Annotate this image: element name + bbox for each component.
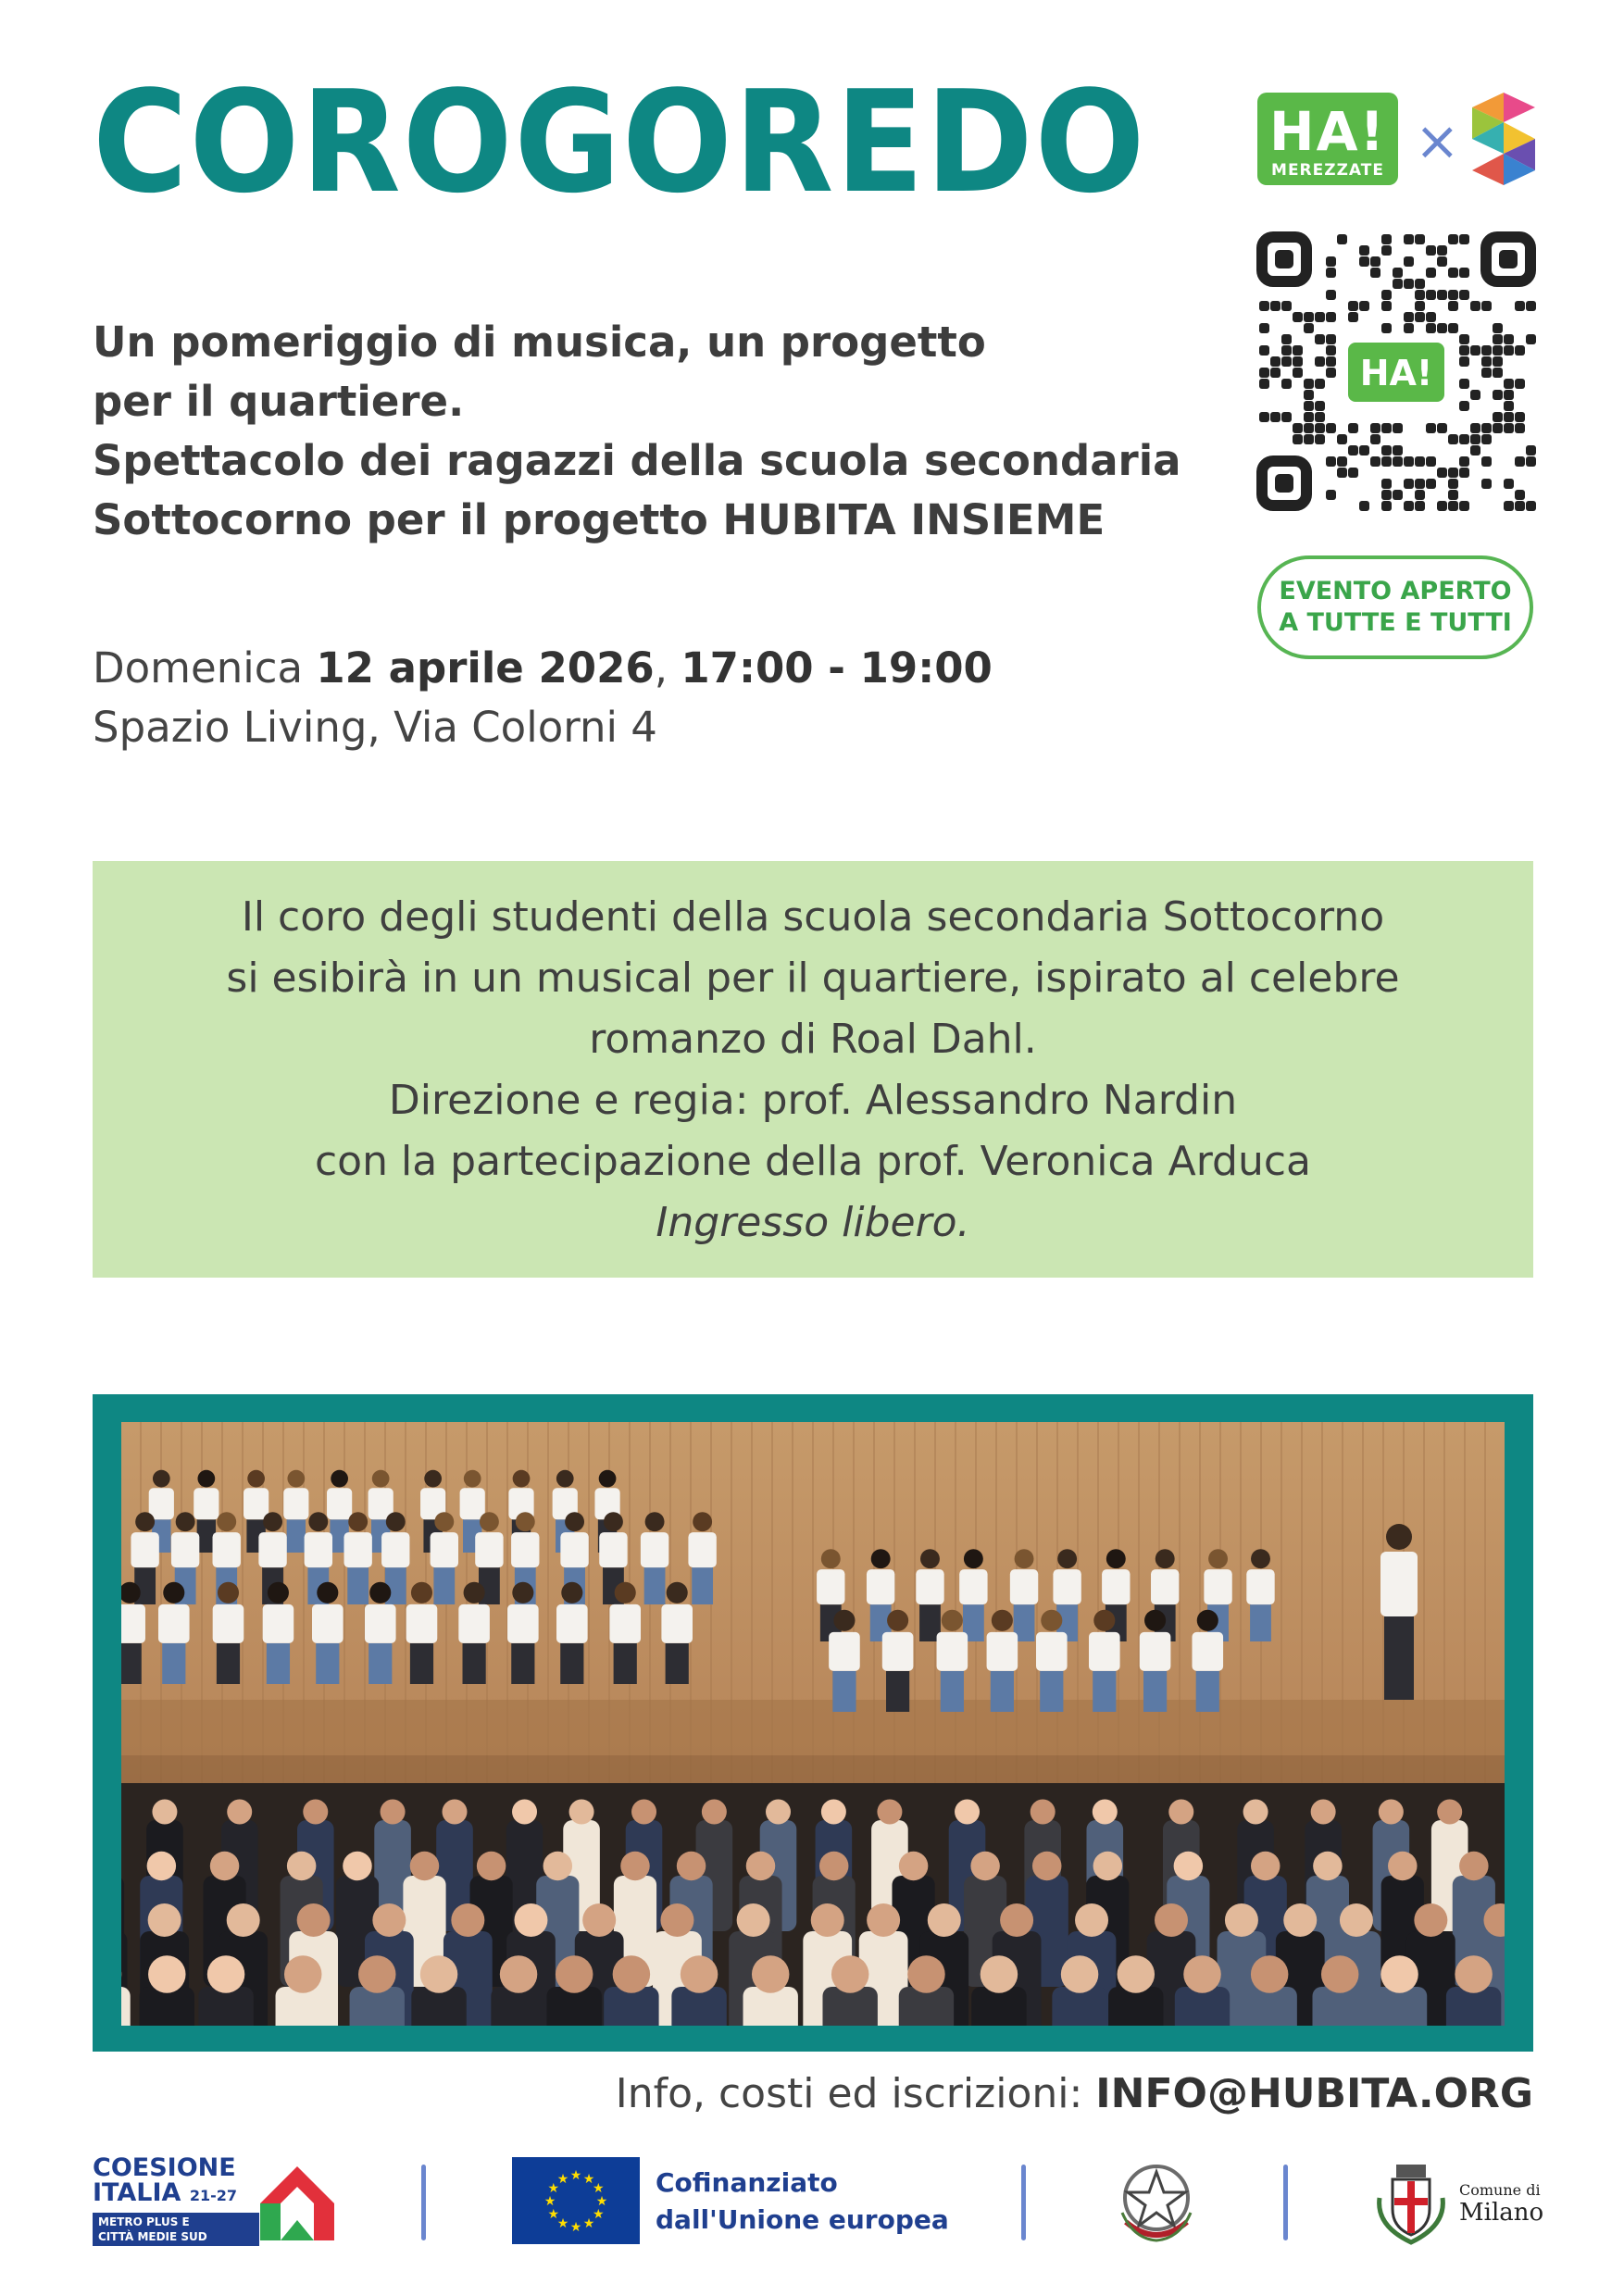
coesione-subtitle <box>93 2213 259 2246</box>
qr-module <box>1415 290 1425 300</box>
eu-cofinancing-text <box>656 2165 949 2239</box>
qr-module <box>1326 490 1336 500</box>
eu-star-icon: ★ <box>595 2194 608 2209</box>
event-time: 17:00 - 19:00 <box>681 643 993 693</box>
ha-merezzate-logo <box>1257 93 1398 185</box>
eu-star-icon: ★ <box>582 2171 595 2187</box>
eu-star-icon: ★ <box>547 2181 560 2196</box>
event-datetime <box>93 639 993 757</box>
qr-module <box>1437 290 1447 300</box>
qr-module <box>1481 434 1492 444</box>
collaboration-x-icon: × <box>1415 109 1460 172</box>
qr-module <box>1426 479 1436 489</box>
qr-module <box>1459 268 1469 278</box>
qr-module <box>1348 312 1358 322</box>
qr-module <box>1281 379 1292 389</box>
qr-module <box>1270 301 1280 311</box>
qr-module <box>1337 234 1347 244</box>
qr-module <box>1526 501 1536 511</box>
qr-module <box>1304 379 1314 389</box>
qr-module <box>1470 434 1480 444</box>
qr-module <box>1426 290 1436 300</box>
qr-module <box>1326 312 1336 322</box>
qr-module <box>1526 334 1536 344</box>
qr-module <box>1293 356 1303 367</box>
qr-module <box>1304 412 1314 422</box>
qr-module <box>1504 501 1514 511</box>
qr-module <box>1326 334 1336 344</box>
coesione-text <box>93 2155 237 2208</box>
contact-email[interactable]: INFO@HUBITA.ORG <box>1095 2070 1533 2117</box>
qr-module <box>1315 423 1325 433</box>
description-line: si esibirà in un musical per il quartiere, ispirato al celebre <box>226 955 1400 1002</box>
eu-star-icon: ★ <box>556 2171 569 2187</box>
subtitle-line: per il quartiere. <box>93 377 465 426</box>
qr-module <box>1281 334 1292 344</box>
description-line: con la partecipazione della prof. Veronica Arduca <box>314 1138 1312 1185</box>
qr-module <box>1259 345 1269 356</box>
badge-line: A TUTTE E TUTTI <box>1279 608 1512 637</box>
qr-module <box>1470 445 1480 455</box>
qr-module <box>1459 401 1469 411</box>
qr-module <box>1493 345 1503 356</box>
description-line: romanzo di Roal Dahl. <box>589 1016 1037 1063</box>
eu-star-icon: ★ <box>592 2181 605 2196</box>
qr-module <box>1504 379 1514 389</box>
description-line: Il coro degli studenti della scuola secondaria Sottocorno <box>241 893 1385 941</box>
qr-module <box>1370 268 1380 278</box>
qr-module <box>1526 301 1536 311</box>
qr-module <box>1304 390 1314 400</box>
qr-module <box>1437 423 1447 433</box>
qr-module <box>1493 323 1503 333</box>
qr-code[interactable] <box>1255 230 1538 513</box>
qr-module <box>1404 323 1414 333</box>
qr-module <box>1359 501 1369 511</box>
qr-module <box>1437 501 1447 511</box>
qr-module <box>1426 456 1436 467</box>
qr-module <box>1493 368 1503 378</box>
italian-republic-emblem-icon <box>1115 2157 1198 2248</box>
qr-module <box>1426 268 1436 278</box>
qr-module <box>1504 334 1514 344</box>
qr-module <box>1459 334 1469 344</box>
qr-module <box>1259 301 1269 311</box>
qr-module <box>1370 423 1380 433</box>
qr-module <box>1326 345 1336 356</box>
qr-module <box>1393 456 1403 467</box>
milano-line: Milano <box>1459 2199 1544 2227</box>
qr-module <box>1448 323 1458 333</box>
qr-module <box>1281 412 1292 422</box>
qr-module <box>1448 434 1458 444</box>
qr-module <box>1404 456 1414 467</box>
subtitle-line: Un pomeriggio di musica, un progetto <box>93 318 986 367</box>
qr-module <box>1304 323 1314 333</box>
qr-module <box>1481 423 1492 433</box>
event-title: COROGOREDO <box>93 60 1147 224</box>
qr-module <box>1337 434 1347 444</box>
qr-module <box>1359 256 1369 267</box>
qr-module <box>1415 501 1425 511</box>
eu-star-icon: ★ <box>592 2207 605 2222</box>
description-text <box>93 887 1533 1254</box>
qr-module <box>1404 279 1414 289</box>
qr-module <box>1415 456 1425 467</box>
qr-module <box>1493 390 1503 400</box>
coesione-sub-line: CITTÀ MEDIE SUD <box>98 2230 207 2243</box>
qr-module <box>1293 423 1303 433</box>
qr-module <box>1448 234 1458 244</box>
qr-module <box>1381 323 1392 333</box>
qr-module <box>1459 434 1469 444</box>
qr-module <box>1504 423 1514 433</box>
qr-module <box>1270 356 1280 367</box>
qr-module <box>1259 379 1269 389</box>
qr-module <box>1448 501 1458 511</box>
qr-module <box>1293 312 1303 322</box>
qr-module <box>1515 423 1525 433</box>
milano-crest-icon <box>1370 2161 1452 2246</box>
qr-module <box>1526 445 1536 455</box>
qr-module <box>1326 423 1336 433</box>
eu-star-icon: ★ <box>547 2207 560 2222</box>
qr-module <box>1459 379 1469 389</box>
qr-module <box>1404 312 1414 322</box>
qr-module <box>1326 368 1336 378</box>
qr-module <box>1304 312 1314 322</box>
qr-module <box>1404 501 1414 511</box>
eu-star-icon: ★ <box>569 2220 582 2235</box>
qr-module <box>1504 479 1514 489</box>
date-separator: , <box>654 643 668 693</box>
qr-module <box>1381 456 1392 467</box>
qr-module <box>1293 434 1303 444</box>
qr-module <box>1348 301 1358 311</box>
qr-module <box>1315 379 1325 389</box>
qr-module <box>1315 312 1325 322</box>
qr-module <box>1370 456 1380 467</box>
qr-module <box>1381 290 1392 300</box>
qr-module <box>1381 445 1392 455</box>
event-date: 12 aprile 2026 <box>316 643 655 693</box>
comune-di-milano-logo <box>1370 2155 1544 2248</box>
qr-module <box>1504 390 1514 400</box>
qr-module <box>1481 368 1492 378</box>
ha-logo-subtext: MEREZZATE <box>1271 161 1384 180</box>
qr-module <box>1393 490 1403 500</box>
open-event-badge <box>1257 555 1533 659</box>
qr-module <box>1381 501 1392 511</box>
eu-star-icon: ★ <box>556 2216 569 2232</box>
qr-module <box>1381 490 1392 500</box>
qr-module <box>1415 279 1425 289</box>
qr-module <box>1493 356 1503 367</box>
qr-module <box>1481 479 1492 489</box>
qr-module <box>1448 268 1458 278</box>
qr-module <box>1348 445 1358 455</box>
qr-module <box>1415 301 1425 311</box>
qr-module <box>1259 323 1269 333</box>
qr-module <box>1270 412 1280 422</box>
qr-module <box>1381 234 1392 244</box>
eu-star-icon: ★ <box>569 2168 582 2183</box>
footer-separator <box>421 2165 426 2240</box>
qr-module <box>1470 345 1480 356</box>
qr-module <box>1459 468 1469 478</box>
qr-module <box>1304 401 1314 411</box>
event-date-line <box>93 639 993 698</box>
qr-module <box>1515 412 1525 422</box>
qr-module <box>1359 245 1369 256</box>
qr-module <box>1326 256 1336 267</box>
qr-module <box>1393 268 1403 278</box>
qr-module <box>1315 334 1325 344</box>
qr-module <box>1515 456 1525 467</box>
qr-module <box>1326 290 1336 300</box>
qr-module <box>1393 423 1403 433</box>
eu-text-line: Cofinanziato <box>656 2167 838 2198</box>
qr-module <box>1459 234 1469 244</box>
qr-module <box>1493 334 1503 344</box>
qr-module <box>1337 456 1347 467</box>
milano-text <box>1459 2181 1543 2227</box>
coesione-italia: ITALIA <box>93 2178 181 2207</box>
qr-module <box>1293 368 1303 378</box>
qr-module <box>1381 245 1392 256</box>
subtitle-line: Spettacolo dei ragazzi della scuola secondaria <box>93 436 1181 485</box>
qr-module <box>1381 479 1392 489</box>
qr-module <box>1448 479 1458 489</box>
coesione-line <box>93 2180 237 2208</box>
qr-module <box>1470 423 1480 433</box>
qr-module <box>1326 268 1336 278</box>
s-partner-logo <box>1472 93 1535 185</box>
qr-module <box>1315 434 1325 444</box>
qr-module <box>1470 390 1480 400</box>
qr-center-logo: HA! <box>1359 353 1433 393</box>
qr-module <box>1437 256 1447 267</box>
description-line: Direzione e regia: prof. Alessandro Nardin <box>388 1077 1238 1124</box>
qr-module <box>1481 356 1492 367</box>
coesione-arrow-icon <box>255 2161 340 2246</box>
qr-module <box>1515 501 1525 511</box>
qr-module <box>1370 256 1380 267</box>
qr-module <box>1415 490 1425 500</box>
qr-module <box>1504 345 1514 356</box>
qr-module <box>1526 456 1536 467</box>
qr-module <box>1348 468 1358 478</box>
qr-module <box>1370 434 1380 444</box>
eu-flag-icon <box>512 2157 640 2244</box>
qr-module <box>1448 490 1458 500</box>
qr-module <box>1481 301 1492 311</box>
qr-module <box>1504 401 1514 411</box>
qr-module <box>1493 412 1503 422</box>
qr-module <box>1293 345 1303 356</box>
qr-module <box>1515 379 1525 389</box>
eu-star-icon: ★ <box>543 2194 556 2209</box>
eu-star-icon: ★ <box>582 2216 595 2232</box>
qr-module <box>1281 345 1292 356</box>
qr-module <box>1404 256 1414 267</box>
qr-module <box>1493 423 1503 433</box>
qr-module <box>1337 468 1347 478</box>
qr-module <box>1437 245 1447 256</box>
qr-module <box>1426 323 1436 333</box>
qr-module <box>1281 356 1292 367</box>
qr-module <box>1393 279 1403 289</box>
qr-module <box>1515 345 1525 356</box>
qr-module <box>1448 290 1458 300</box>
qr-module <box>1470 301 1480 311</box>
qr-module <box>1504 412 1514 422</box>
subtitle-line: Sottocorno per il progetto HUBITA INSIEME <box>93 495 1106 544</box>
qr-module <box>1515 301 1525 311</box>
qr-module <box>1281 301 1292 311</box>
qr-module <box>1448 301 1458 311</box>
qr-module <box>1393 445 1403 455</box>
coesione-line: COESIONE <box>93 2153 236 2182</box>
qr-module <box>1404 234 1414 244</box>
coesione-sub-line: METRO PLUS E <box>98 2215 190 2228</box>
qr-module <box>1304 423 1314 433</box>
qr-module <box>1437 323 1447 333</box>
contact-label: Info, costi ed iscrizioni: <box>615 2070 1083 2117</box>
event-place: Spazio Living, Via Colorni 4 <box>93 703 657 752</box>
qr-module <box>1259 368 1269 378</box>
qr-module <box>1459 501 1469 511</box>
qr-module <box>1448 468 1458 478</box>
qr-module <box>1426 423 1436 433</box>
qr-module <box>1359 301 1369 311</box>
qr-module <box>1381 423 1392 433</box>
qr-module <box>1459 356 1469 367</box>
qr-module <box>1481 345 1492 356</box>
footer-separator <box>1283 2165 1288 2240</box>
qr-module <box>1326 356 1336 367</box>
qr-module <box>1515 490 1525 500</box>
qr-module <box>1426 312 1436 322</box>
qr-module <box>1459 290 1469 300</box>
choir-concert-photo <box>121 1422 1505 2026</box>
qr-module <box>1459 456 1469 467</box>
milano-line: Comune di <box>1459 2181 1541 2199</box>
qr-module <box>1270 368 1280 378</box>
qr-module <box>1415 479 1425 489</box>
coesione-years: 21-27 <box>189 2187 237 2204</box>
ha-logo-text: HA! <box>1269 100 1386 163</box>
badge-line: EVENTO APERTO <box>1279 577 1512 605</box>
qr-module <box>1404 479 1414 489</box>
qr-module <box>1459 345 1469 356</box>
qr-module <box>1315 401 1325 411</box>
qr-module <box>1415 312 1425 322</box>
qr-module <box>1381 301 1392 311</box>
qr-module <box>1348 423 1358 433</box>
qr-module <box>1481 456 1492 467</box>
qr-module <box>1326 456 1336 467</box>
qr-module <box>1304 434 1314 444</box>
qr-module <box>1315 356 1325 367</box>
qr-module <box>1315 412 1325 422</box>
qr-module <box>1426 245 1436 256</box>
qr-module <box>1415 234 1425 244</box>
qr-module <box>1259 412 1269 422</box>
qr-module <box>1359 445 1369 455</box>
eu-text-line: dall'Unione europea <box>656 2204 949 2235</box>
event-subtitle <box>93 313 1181 550</box>
event-description-box <box>93 861 1533 1278</box>
free-entry-note: Ingresso libero. <box>656 1199 970 1246</box>
event-day: Domenica <box>93 643 304 693</box>
footer-separator <box>1021 2165 1026 2240</box>
qr-module <box>1437 468 1447 478</box>
contact-info <box>616 2070 1533 2117</box>
coesione-italia-logo <box>93 2155 338 2248</box>
